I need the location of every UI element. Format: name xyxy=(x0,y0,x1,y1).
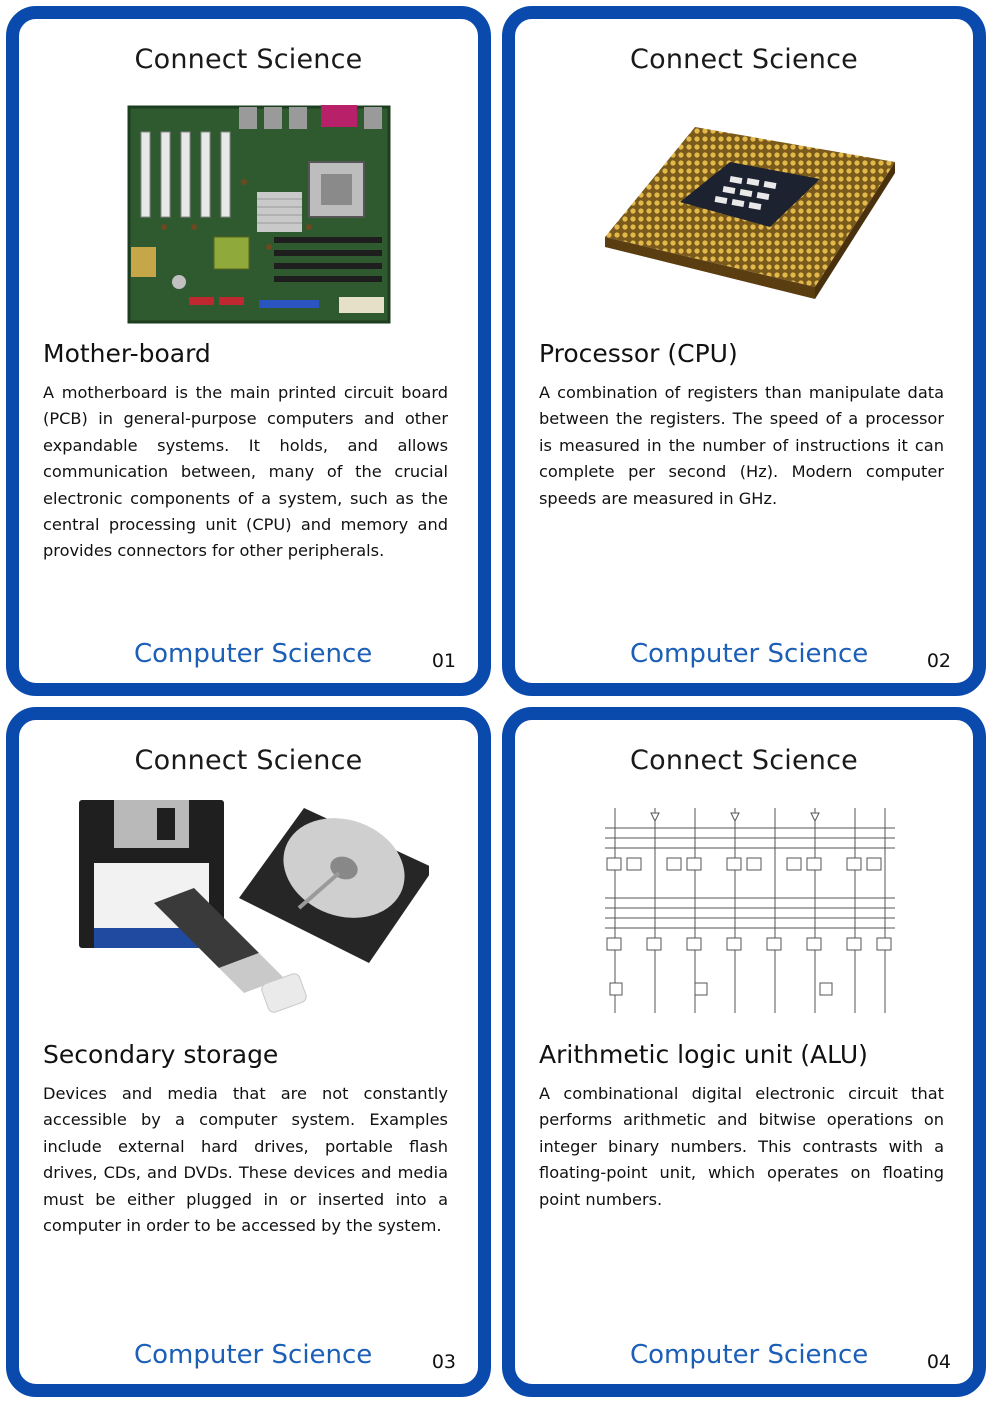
cpu-image xyxy=(565,87,925,327)
card-description: A combinational digital electronic circuit that performs arithmetic and bitwise operations on integer binary numbers. This contrasts with a floating-point unit, which operates on floating point numbers. xyxy=(539,1084,944,1209)
card-description: A combination of registers than manipulate data between the registers. The speed of a processor is measured in the number of instructions it can complete per second (Hz). Modern computer speeds are measured in GHz. xyxy=(539,383,944,508)
card-number: 04 xyxy=(926,1351,951,1373)
motherboard-image xyxy=(69,87,429,327)
card-title: Arithmetic logic unit (ALU) xyxy=(539,1040,868,1069)
card-brand: Connect Science xyxy=(134,745,363,776)
card-brand: Connect Science xyxy=(630,745,858,776)
card-footer: Computer Science xyxy=(630,639,869,669)
card-alu xyxy=(502,707,986,1397)
card-number: 01 xyxy=(431,650,456,672)
card-description: Devices and media that are not constantly accessible by a computer system. Examples include external hard drives, portable flash drives, CDs, and DVDs. These devices and media must be either plugged in or inserted into a computer in order to be accessed by the system. xyxy=(43,1084,448,1236)
card-title: Processor (CPU) xyxy=(539,339,738,368)
card-motherboard xyxy=(6,6,491,696)
card-title: Mother-board xyxy=(43,339,211,368)
card-brand: Connect Science xyxy=(134,44,363,75)
card-processor xyxy=(502,6,986,696)
storage-devices-image xyxy=(69,788,429,1028)
card-description: A motherboard is the main printed circuit board (PCB) in general-purpose computers and other expandable systems. It holds, and allows communication between, many of the crucial electronic components of a system, such as the central processing unit (CPU) and memory and provides connectors for other peripherals. xyxy=(43,383,448,561)
card-footer: Computer Science xyxy=(134,1340,373,1370)
card-secondary-storage xyxy=(6,707,491,1397)
card-number: 02 xyxy=(926,650,951,672)
card-title: Secondary storage xyxy=(43,1040,279,1069)
card-footer: Computer Science xyxy=(630,1340,869,1370)
alu-circuit-image xyxy=(565,788,925,1028)
card-brand: Connect Science xyxy=(630,44,858,75)
card-number: 03 xyxy=(431,1351,456,1373)
card-footer: Computer Science xyxy=(134,639,373,669)
